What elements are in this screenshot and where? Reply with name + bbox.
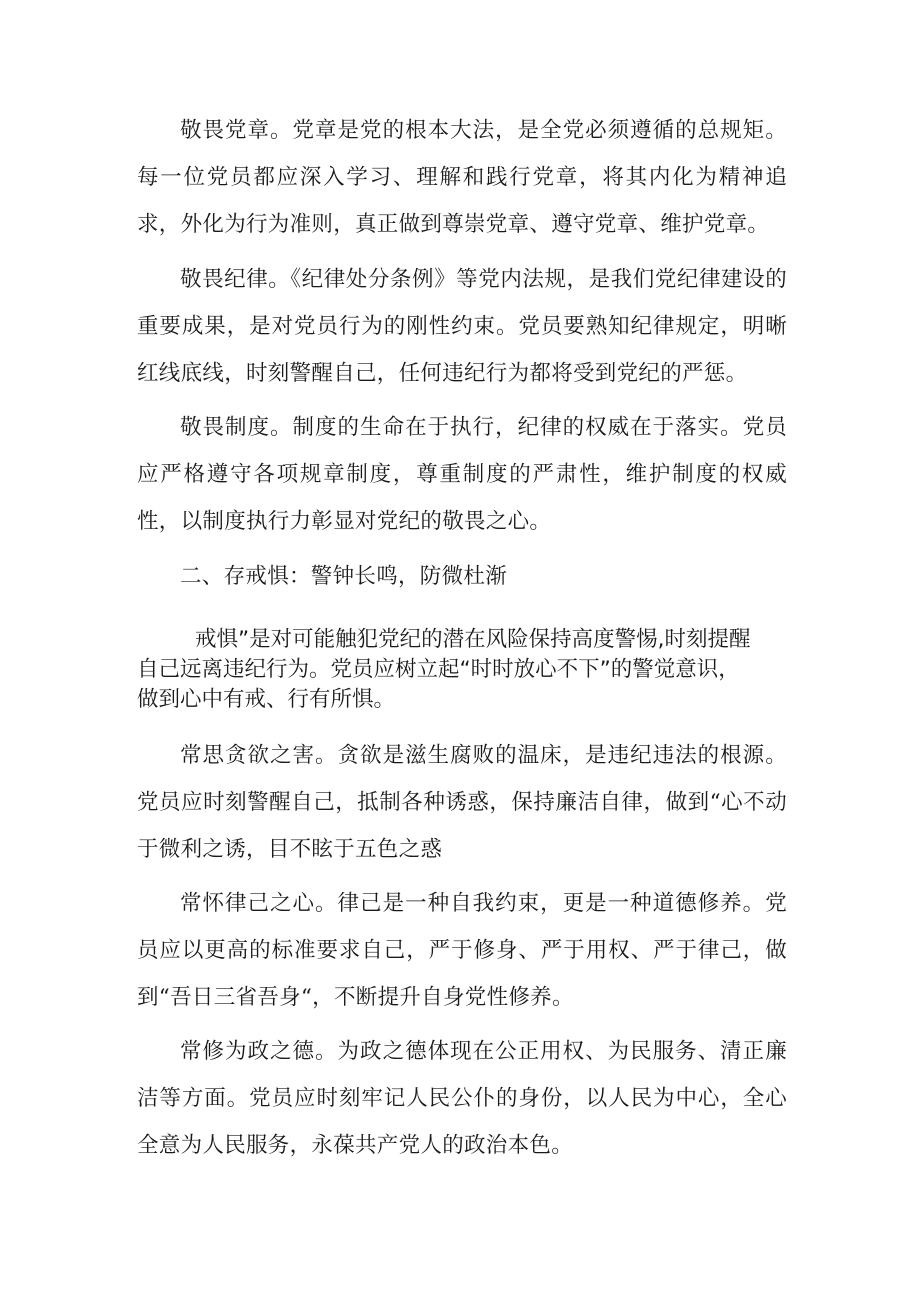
paragraph-political-virtue: 常修为政之德。为政之德体现在公正用权、为民服务、清正廉洁等方面。党员应时刻牢记人民公仆的身份，以人民为中心，全心全意为人民服务，永葆共产党人的政治本色。 [137, 1039, 787, 1158]
paragraph-respect-charter: 敬畏党章。党章是党的根本大法，是全党必须遵循的总规矩。每一位党员都应深入学习、理解和践行党章，将其内化为精神追求，外化为行为准则，真正做到尊崇党章、遵守党章、维护党章。 [137, 118, 787, 237]
intro-paragraph [137, 625, 797, 715]
intro-line: 自己远离违纪行为。党员应树立起“时时放心不下”的警觉意识， [137, 657, 740, 682]
paragraph-respect-discipline: 敬畏纪律。《纪律处分条例》等党内法规，是我们党纪律建设的重要成果，是对党员行为的刚性约束。党员要熟知纪律规定，明晰红线底线，时刻警醒自己，任何违纪行为都将受到党纪的严惩。 [137, 267, 787, 386]
intro-line: 做到心中有戒、行有所惧。 [137, 687, 396, 712]
section-heading: 二、存戒惧：警钟长鸣，防微杜渐 [180, 564, 508, 589]
paragraph-respect-system: 敬畏制度。制度的生命在于执行，纪律的权威在于落实。党员应严格遵守各项规章制度，尊重制度的严肃性，维护制度的权威性，以制度执行力彰显对党纪的敬畏之心。 [137, 415, 787, 534]
paragraph-self-discipline: 常怀律己之心。律己是一种自我约束，更是一种道德修养。党员应以更高的标准要求自己，严于修身、严于用权、严于律己，做到“吾日三省吾身“，不断提升自身党性修养。 [137, 891, 787, 1010]
intro-line: 戒惧”是对可能触犯党纪的潜在风险保持高度警惕,时刻提醒 [195, 627, 751, 652]
paragraph-think-greed: 常思贪欲之害。贪欲是滋生腐败的温床，是违纪违法的根源。党员应时刻警醒自己，抵制各种诱惑，保持廉洁自律，做到“心不动于微利之诱，目不眩于五色之惑 [137, 743, 787, 862]
